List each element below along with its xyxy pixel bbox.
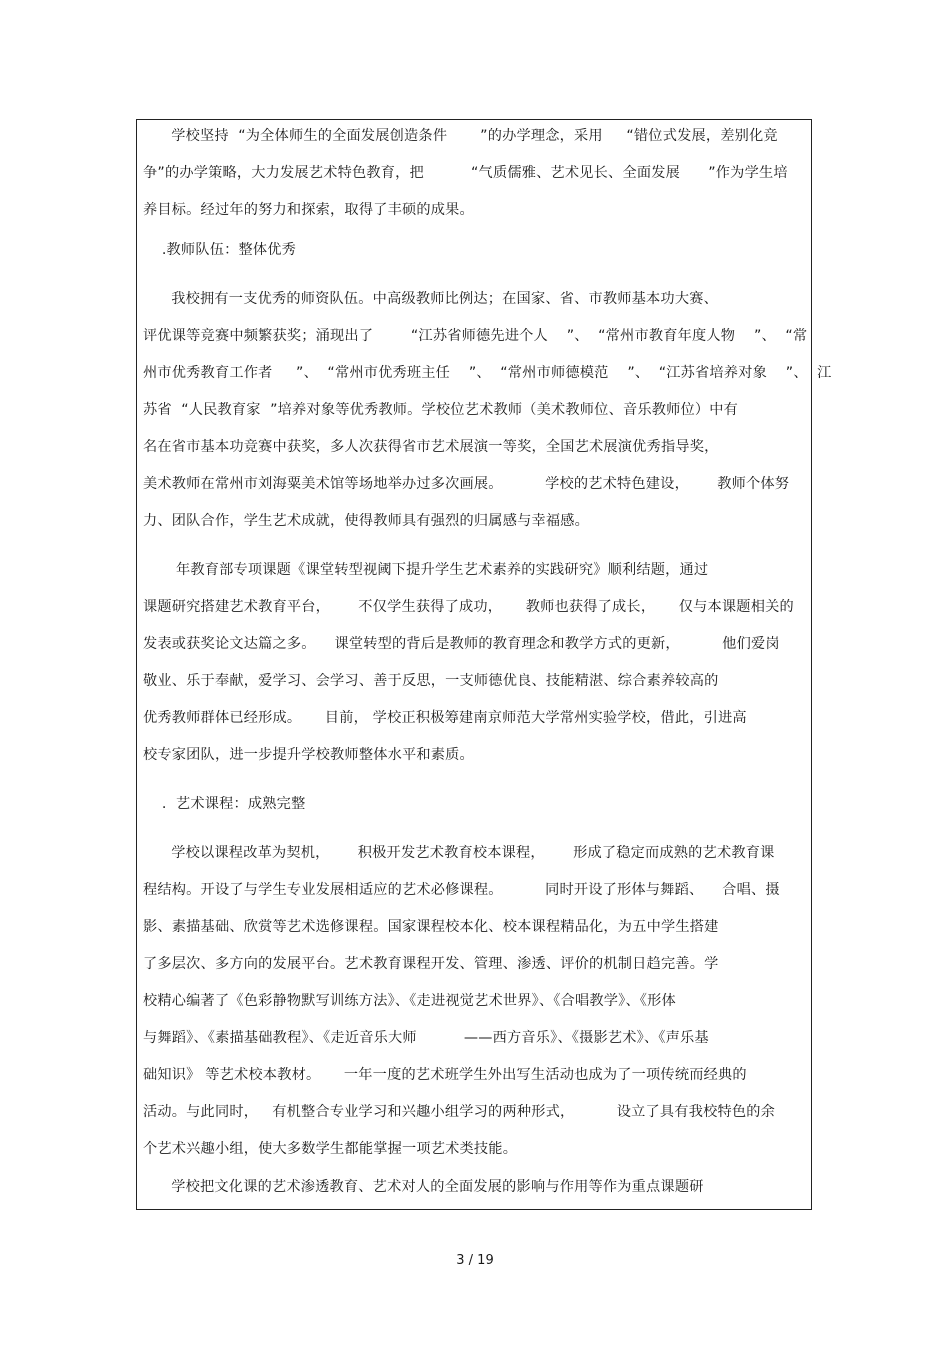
text-line: 年教育部专项课题《课堂转型视阈下提升学生艺术素养的实践研究》顺利结题，通过 — [143, 562, 709, 578]
text-line: 养目标。经过年的努力和探索，取得了丰硕的成果。 — [143, 202, 474, 218]
text-line: 与舞蹈》、《素描基础教程》、《走近音乐大师 ——西方音乐》、《摄影艺术》、《声乐基 — [143, 1030, 709, 1046]
text-line: 程结构。开设了与学生专业发展相适应的艺术必修课程。 同时开设了形体与舞蹈、 合唱、摄 — [143, 882, 780, 898]
text-line: 了多层次、多方向的发展平台。艺术教育课程开发、管理、渗透、评价的机制日趋完善。学 — [143, 956, 719, 972]
text-line: 活动。与此同时， 有机整合专业学习和兴趣小组学习的两种形式， 设立了具有我校特色的余 — [143, 1104, 776, 1120]
text-line: 影、素描基础、欣赏等艺术选修课程。国家课程校本化、校本课程精品化，为五中学生搭建 — [143, 919, 719, 935]
text-line: 校专家团队，进一步提升学校教师整体水平和素质。 — [143, 747, 474, 763]
text-line: 州市优秀教育工作者 ”、 “常州市优秀班主任 ”、 “常州市师德模范 ”、 “江苏省培养对象 ”、 江 — [143, 365, 832, 381]
text-line: 我校拥有一支优秀的师资队伍。中高级教师比例达；在国家、省、市教师基本功大赛、 — [143, 291, 718, 307]
text-line: 敬业、乐于奉献，爱学习、会学习、善于反思，一支师德优良、技能精湛、综合素养较高的 — [143, 673, 719, 689]
text-line: 争”的办学策略，大力发展艺术特色教育，把 “气质儒雅、艺术见长、全面发展 ”作为学生培 — [143, 165, 788, 181]
text-line: . 艺术课程：成熟完整 — [143, 796, 306, 812]
text-line: 发表或获奖论文达篇之多。 课堂转型的背后是教师的教育理念和教学方式的更新， 他们爱岗 — [143, 636, 780, 652]
text-line: 校精心编著了《色彩静物默写训练方法》、《走进视觉艺术世界》、《合唱教学》、《形体 — [143, 993, 676, 1009]
text-line: 学校以课程改革为契机， 积极开发艺术教育校本课程， 形成了稳定而成熟的艺术教育课 — [143, 845, 775, 861]
text-line: 苏省 “人民教育家 ”培养对象等优秀教师。学校位艺术教师（美术教师位、音乐教师位）中有 — [143, 402, 739, 418]
text-line: 学校坚持 “为全体师生的全面发展创造条件 ”的办学理念，采用 “错位式发展，差别化竞 — [143, 128, 778, 144]
text-line: 优秀教师群体已经形成。 目前， 学校正积极筹建南京师范大学常州实验学校，借此，引进高 — [143, 710, 747, 726]
text-line: .教师队伍：整体优秀 — [143, 242, 297, 258]
page-number: 3 / 19 — [456, 1253, 494, 1268]
text-line: 美术教师在常州市刘海粟美术馆等场地举办过多次画展。 学校的艺术特色建设， 教师个体努 — [143, 476, 790, 492]
text-line: 础知识》 等艺术校本教材。 一年一度的艺术班学生外出写生活动也成为了一项传统而经典的 — [143, 1067, 747, 1083]
text-line: 评优课等竞赛中频繁获奖；涌现出了 “江苏省师德先进个人 ”、 “常州市教育年度人物 ”、 “常 — [143, 328, 808, 344]
text-line: 名在省市基本功竞赛中获奖，多人次获得省市艺术展演一等奖，全国艺术展演优秀指导奖， — [143, 439, 719, 455]
text-line: 力、团队合作，学生艺术成就，使得教师具有强烈的归属感与幸福感。 — [143, 513, 590, 529]
text-line: 个艺术兴趣小组，使大多数学生都能掌握一项艺术类技能。 — [143, 1141, 518, 1157]
text-line: 学校把文化课的艺术渗透教育、艺术对人的全面发展的影响与作用等作为重点课题研 — [143, 1179, 704, 1195]
text-line: 课题研究搭建艺术教育平台， 不仅学生获得了成功， 教师也获得了成长， 仅与本课题相关的 — [143, 599, 794, 615]
